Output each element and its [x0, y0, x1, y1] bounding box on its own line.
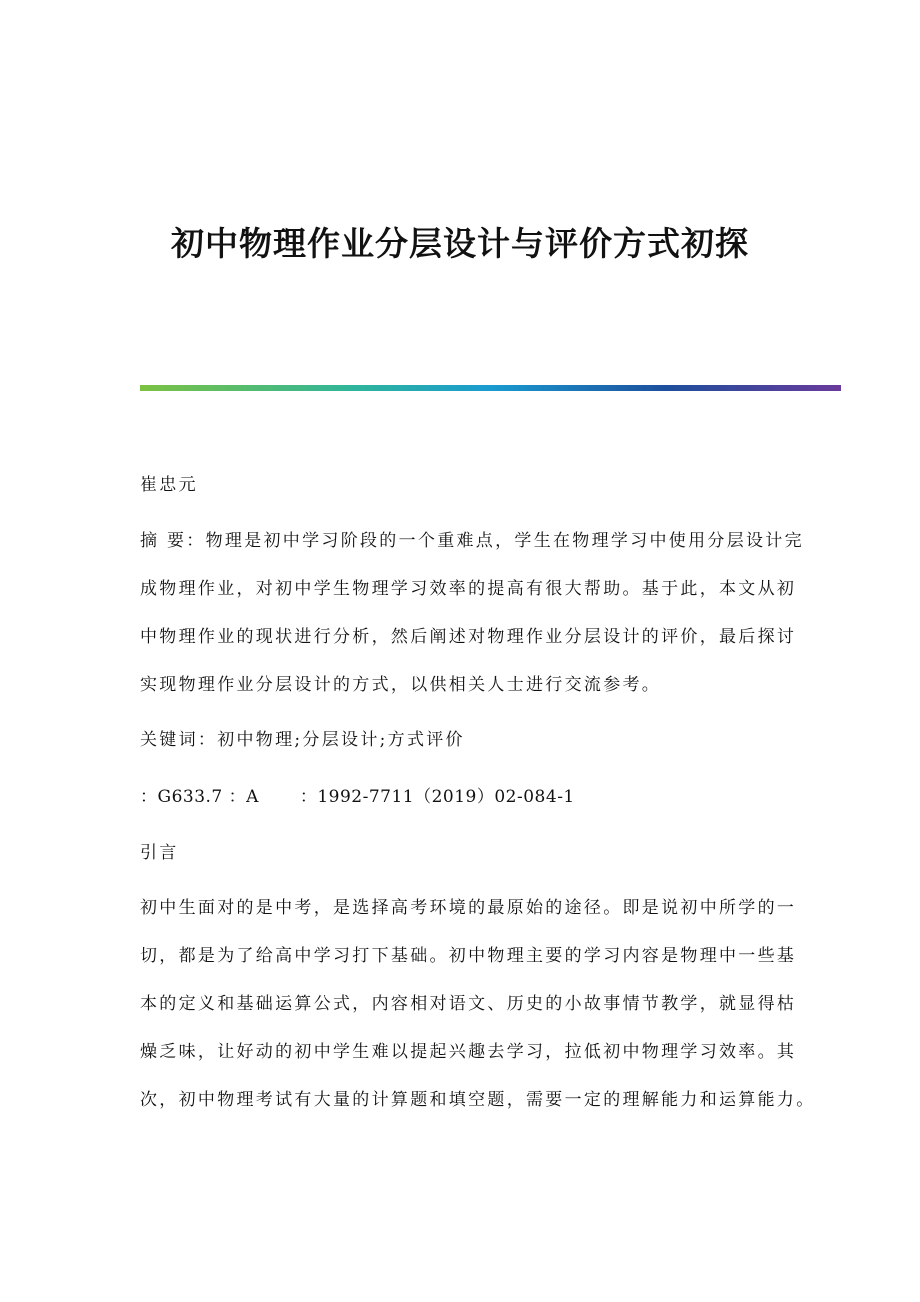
abstract-line: 中物理作业的现状进行分析，然后阐述对物理作业分层设计的评价，最后探讨	[140, 627, 797, 647]
body-line: 本的定义和基础运算公式，内容相对语文、历史的小故事情节教学，就显得枯	[140, 994, 797, 1014]
abstract-line: 摘 要：物理是初中学习阶段的一个重难点，学生在物理学习中使用分层设计完	[140, 531, 804, 551]
body-line: 次，初中物理考试有大量的计算题和填空题，需要一定的理解能力和运算能力。	[140, 1090, 816, 1110]
body-line: 燥乏味，让好动的初中学生难以提起兴趣去学习，拉低初中物理学习效率。其	[140, 1042, 797, 1062]
body-line: 初中生面对的是中考，是选择高考环境的最原始的途径。即是说初中所学的一	[140, 898, 797, 918]
classification-info: ：G633.7 ：A ：1992-7711（2019）02-084-1	[140, 787, 575, 807]
abstract-line: 成物理作业，对初中学生物理学习效率的提高有很大帮助。基于此，本文从初	[140, 579, 797, 599]
author: 崔忠元	[140, 475, 198, 495]
keywords: 关键词：初中物理;分层设计;方式评价	[140, 730, 465, 750]
title-divider-gradient	[140, 385, 841, 391]
body-line: 切，都是为了给高中学习打下基础。初中物理主要的学习内容是物理中一些基	[140, 946, 797, 966]
abstract-line: 实现物理作业分层设计的方式，以供相关人士进行交流参考。	[140, 675, 662, 695]
document-title: 初中物理作业分层设计与评价方式初探	[171, 224, 749, 263]
section-heading: 引言	[140, 843, 179, 863]
